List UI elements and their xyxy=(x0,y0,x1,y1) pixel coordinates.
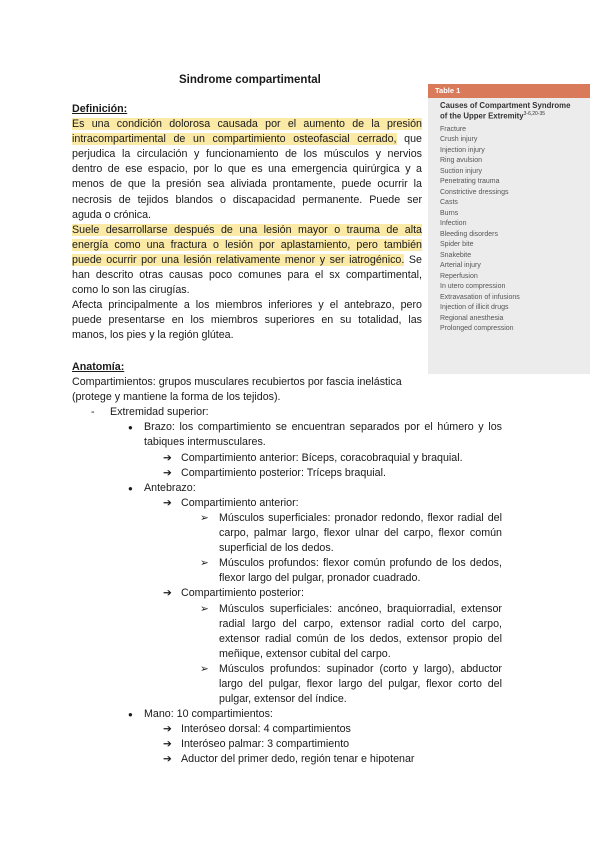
bullet-icon: ● xyxy=(128,710,133,720)
definition-text: que perjudica la circulación y funcionamiento de los músculos y nervios dentro de ese espacio, por lo que es una emergencia quirúrgica y a menos de que la presión sea aliviada prontamente, puede ocurrir la necrosis de tejidos blandos o discapacidad permanente. Puede ser aguda o crónica. xyxy=(72,133,422,221)
table-list-item: Casts xyxy=(440,199,458,207)
definition-paragraph-3: Afecta principalmente a los miembros inferiores y el antebrazo, pero puede presentarse en los miembros superiores en su totalidad, las manos, los pies y la región glútea. xyxy=(72,299,422,342)
table-list-item: Reperfusion xyxy=(440,272,478,280)
anterior-superficiales-text: Músculos superficiales: pronador redondo, flexor radial del carpo, palmar largo, flexor ulnar del carpo, flexor común superficial de los dedos. xyxy=(219,511,502,555)
table-list-item: Snakebite xyxy=(440,251,472,259)
mano-aductor-text: Aductor del primer dedo, región tenar e hipotenar xyxy=(181,753,415,766)
list-item-mano-palmar xyxy=(72,737,502,752)
list-item-posterior-profundos xyxy=(72,662,502,707)
list-item-anterior-superficiales xyxy=(72,511,502,556)
table-list-item: Suction injury xyxy=(440,167,483,175)
table-list-item: Bleeding disorders xyxy=(440,230,498,238)
list-item-brazo-anterior xyxy=(72,451,502,466)
anatomy-intro: Compartimientos: grupos musculares recubiertos por fascia inelástica (protege y mantiene la forma de los tejidos). xyxy=(72,376,402,404)
table-list-item: Injection injury xyxy=(440,146,485,154)
table-list-item: Extravasation of infusions xyxy=(440,293,520,301)
definition-heading: Definición: xyxy=(72,103,128,115)
table-list-item: Burns xyxy=(440,209,459,217)
definition-paragraph-2 xyxy=(72,223,422,298)
mano-text: Mano: 10 compartimientos: xyxy=(144,708,273,721)
list-item-mano-aductor xyxy=(72,752,502,767)
posterior-superficiales-text: Músculos superficiales: ancóneo, braquiorradial, extensor radial largo del carpo, extensor radial corto del carpo, extensor radial común de los dedos, extensor propio del meñique, extensor cubital del carpo. xyxy=(219,602,502,660)
table-caption-text: Causes of Compartment Syndrome of the Upper Extremity xyxy=(440,101,571,121)
arrow-icon: ➔ xyxy=(163,451,172,464)
highlight-definition: Es una condición dolorosa causada por el aumento de la presión intracompartimental de un compartimiento osteofascial cerrado, xyxy=(72,118,422,146)
table-refs: 3-6,20-35 xyxy=(523,111,546,117)
dash-marker: - xyxy=(91,406,95,419)
list-item-mano-dorsal xyxy=(72,722,502,737)
table-list-item: Penetrating trauma xyxy=(440,178,500,186)
arrow-icon: ➔ xyxy=(163,466,172,479)
triangle-arrow-icon: ➢ xyxy=(200,602,209,615)
list-item-brazo xyxy=(72,420,502,450)
list-item-antebrazo-posterior xyxy=(72,586,502,601)
table-list-item: Crush injury xyxy=(440,136,478,144)
brazo-posterior-text: Compartimiento posterior: Tríceps braquial. xyxy=(181,466,386,479)
anatomy-section xyxy=(72,360,502,768)
mano-palmar-text: Interóseo palmar: 3 compartimiento xyxy=(181,738,350,751)
table-list-item: In utero compression xyxy=(440,283,506,291)
triangle-arrow-icon: ➢ xyxy=(200,557,209,570)
definition-paragraph-1 xyxy=(72,117,422,223)
arrow-icon: ➔ xyxy=(163,723,172,736)
anterior-profundos-text: Músculos profundos: flexor común profundo de los dedos, flexor largo del pulgar, pronador cuadrado. xyxy=(219,557,502,585)
table-list xyxy=(428,125,590,335)
list-item-antebrazo xyxy=(72,481,502,496)
posterior-profundos-text: Músculos profundos: supinador (corto y largo), abductor largo del pulgar, flexor largo del pulgar, flexor corto del pulgar, extensor del índice. xyxy=(219,662,502,706)
definition-section xyxy=(72,102,422,344)
highlight-causes: Suele desarrollarse después de una lesión mayor o trauma de alta energía como una fractura o lesión por aplastamiento, pero también puede ocurrir por una lesión relativamente menor y ser iatrogénico. xyxy=(72,223,422,266)
page-title: Sindrome compartimental xyxy=(179,74,321,86)
list-item-antebrazo-anterior xyxy=(72,496,502,511)
anatomy-heading: Anatomía: xyxy=(72,361,125,373)
extremity-label: Extremidad superior: xyxy=(110,406,209,419)
brazo-anterior-text: Compartimiento anterior: Bíceps, coracobraquial y braquial. xyxy=(181,451,463,464)
table-list-item: Fracture xyxy=(440,125,467,133)
causes-text: Se han descrito otras causas poco comunes para el sx compartimental, como lo son las cirugías. xyxy=(72,253,422,297)
table-list-item: Ring avulsion xyxy=(440,157,483,165)
arrow-icon: ➔ xyxy=(163,738,172,751)
table-caption xyxy=(428,98,590,123)
table-list-item: Prolonged compression xyxy=(440,325,514,333)
table-label: Table 1 xyxy=(428,84,590,98)
brazo-text: Brazo: los compartimiento se encuentran separados por el húmero y los tabiques intermusculares. xyxy=(144,421,502,449)
table-list-item: Infection xyxy=(440,220,467,228)
arrow-icon: ➔ xyxy=(163,587,172,600)
mano-dorsal-text: Interóseo dorsal: 4 compartimientos xyxy=(181,723,351,736)
list-item-mano xyxy=(72,707,502,722)
triangle-arrow-icon: ➢ xyxy=(200,511,209,524)
table-list-item: Regional anesthesia xyxy=(440,314,504,322)
antebrazo-anterior-text: Compartimiento anterior: xyxy=(181,496,299,509)
bullet-icon: ● xyxy=(128,423,133,433)
table-list-item: Arterial injury xyxy=(440,262,481,270)
antebrazo-posterior-text: Compartimiento posterior: xyxy=(181,587,304,600)
arrow-icon: ➔ xyxy=(163,753,172,766)
triangle-arrow-icon: ➢ xyxy=(200,662,209,675)
list-item-anterior-profundos xyxy=(72,556,502,586)
bullet-icon: ● xyxy=(128,483,133,493)
list-item-posterior-superficiales xyxy=(72,602,502,662)
arrow-icon: ➔ xyxy=(163,496,172,509)
antebrazo-text: Antebrazo: xyxy=(144,481,196,494)
causes-table xyxy=(428,84,590,374)
list-item-extremity xyxy=(72,405,502,420)
list-item-brazo-posterior xyxy=(72,466,502,481)
table-list-item: Spider bite xyxy=(440,241,474,249)
table-list-item: Constrictive dressings xyxy=(440,188,509,196)
table-list-item: Injection of illicit drugs xyxy=(440,304,509,312)
